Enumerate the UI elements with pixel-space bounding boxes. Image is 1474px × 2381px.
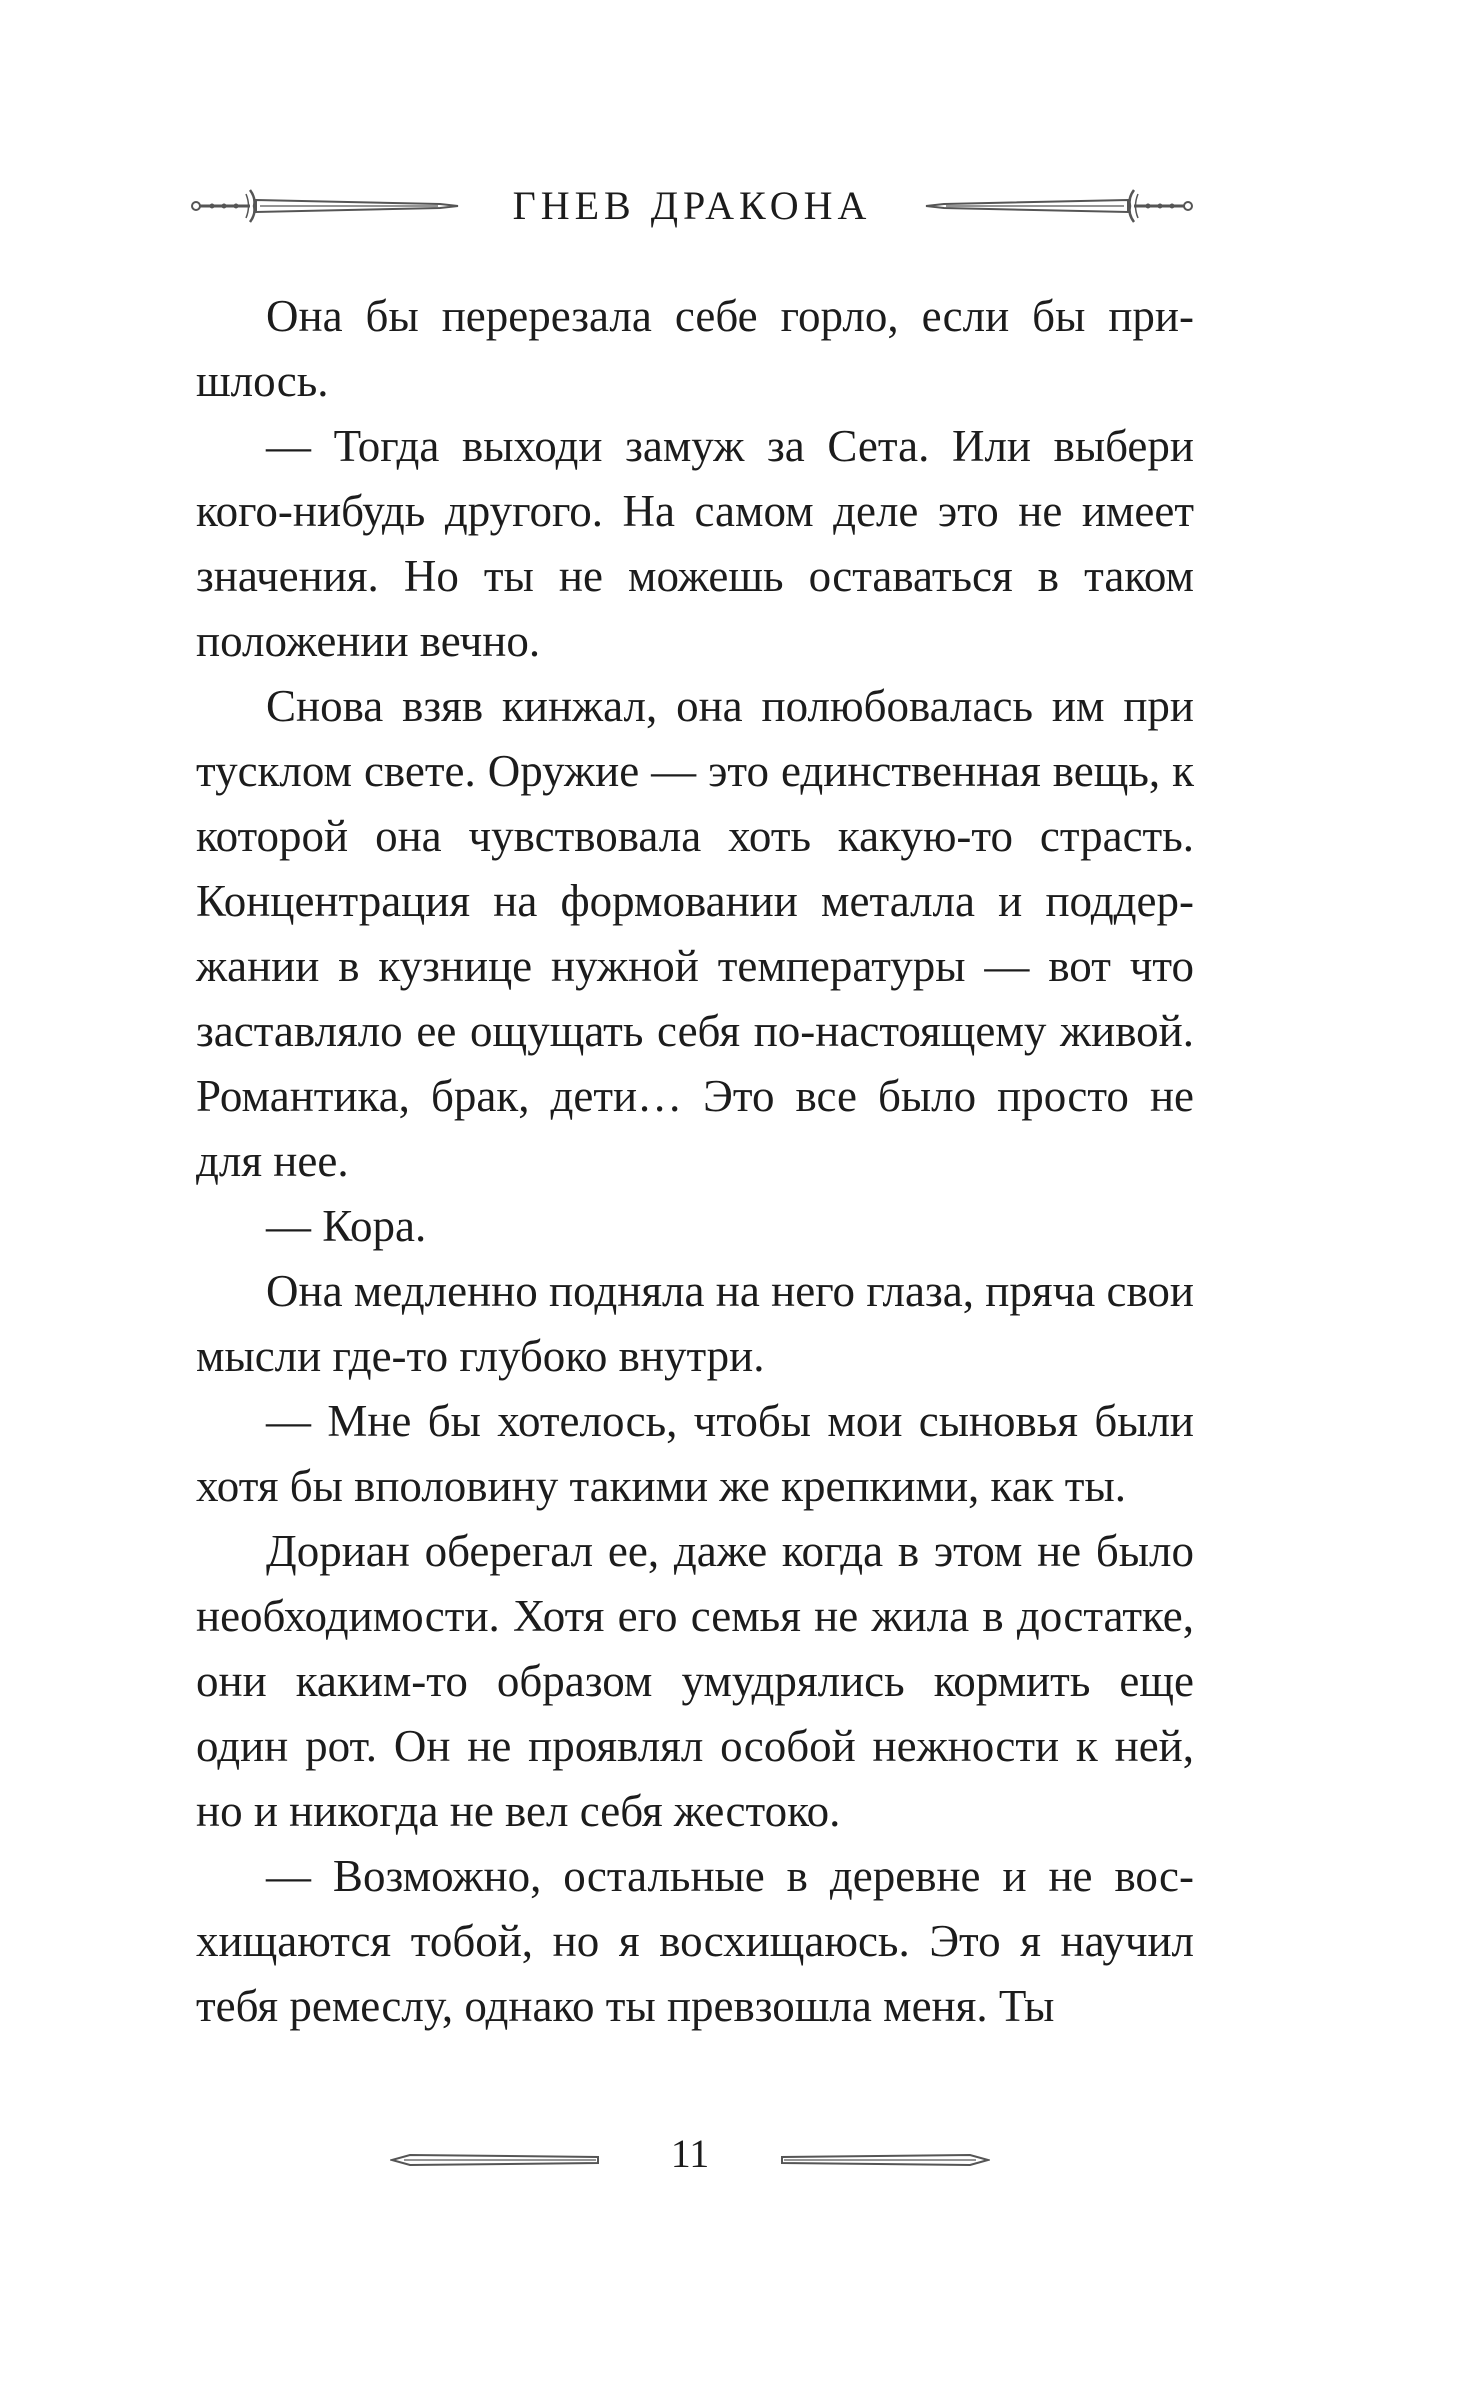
body-text [196, 284, 1194, 2039]
paragraph: Она медленно подняла на него глаза, пряча свои мысли где-то глубоко внутри. [196, 1266, 1194, 1381]
sword-icon [924, 186, 1194, 226]
paragraph: Она бы перерезала себе горло, если бы пришлось. [196, 291, 1194, 406]
blade-icon [780, 2150, 990, 2170]
paragraph: Дориан оберегал ее, даже когда в этом не было необходимости. Хотя его семья не жила в достатке, они каким-то образом умудрялись кормить еще один рот. Он не проявлял особой нежности к ней, но и никогда не вел себя жестоко. [196, 1526, 1194, 1836]
page-footer [390, 2128, 990, 2188]
paragraph: — Мне бы хотелось, чтобы мои сыновья были хотя бы вполовину такими же крепкими, как ты. [196, 1396, 1194, 1511]
paragraph: Снова взяв кинжал, она полюбовалась им при тусклом свете. Оружие — это единственная вещь, к которой она чувствовала хоть какую-то страсть. Концентрация на формовании металла и поддержании в кузнице нужной температуры — вот что заставляло ее ощущать себя по-настоящему живой. Романтика, брак, дети… Это все было просто не для нее. [196, 681, 1194, 1186]
page-number: 11 [670, 2131, 710, 2176]
book-title: ГНЕВ ДРАКОНА [512, 183, 872, 228]
running-header [190, 176, 1194, 236]
paragraph: — Тогда выходи замуж за Сета. Или выбери кого-нибудь другого. На самом деле это не имеет значения. Но ты не можешь оставаться в таком положении вечно. [196, 421, 1194, 666]
paragraph: — Возможно, остальные в деревне и не восхищаются тобой, но я восхищаюсь. Это я научил тебя ремеслу, однако ты превзошла меня. Ты [196, 1851, 1194, 2031]
paragraph: — Кора. [266, 1201, 427, 1251]
